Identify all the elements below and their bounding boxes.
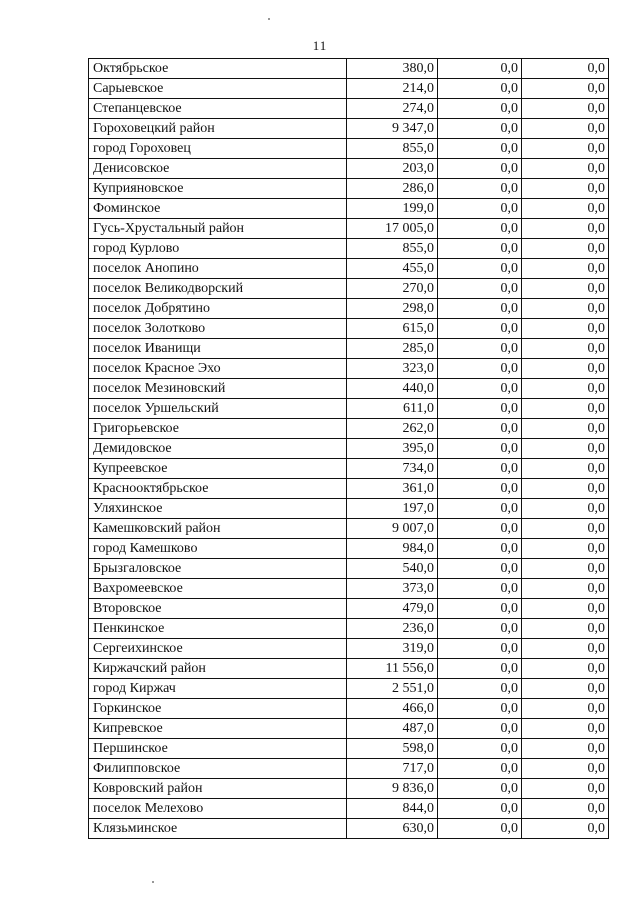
name-cell: Григорьевское [89,419,347,439]
table-row [89,479,609,499]
value-cell: 395,0 [347,439,438,459]
value-cell: 0,0 [438,819,522,839]
value-cell: 0,0 [522,759,609,779]
value-cell: 466,0 [347,699,438,719]
name-cell: Горкинское [89,699,347,719]
value-cell: 0,0 [438,399,522,419]
value-cell: 855,0 [347,139,438,159]
value-cell: 17 005,0 [347,219,438,239]
table-row [89,459,609,479]
name-cell: Куприяновское [89,179,347,199]
table-row [89,439,609,459]
table-row [89,59,609,79]
table-row [89,119,609,139]
value-cell: 0,0 [522,179,609,199]
value-cell: 0,0 [522,59,609,79]
name-cell: Першинское [89,739,347,759]
value-cell: 611,0 [347,399,438,419]
name-cell: Гусь-Хрустальный район [89,219,347,239]
value-cell: 844,0 [347,799,438,819]
table-row [89,299,609,319]
value-cell: 615,0 [347,319,438,339]
value-cell: 0,0 [438,439,522,459]
table-row [89,719,609,739]
value-cell: 0,0 [438,279,522,299]
value-cell: 298,0 [347,299,438,319]
table-row [89,739,609,759]
value-cell: 0,0 [522,339,609,359]
value-cell: 361,0 [347,479,438,499]
table-row [89,759,609,779]
value-cell: 0,0 [438,339,522,359]
value-cell: 0,0 [522,319,609,339]
value-cell: 0,0 [522,259,609,279]
name-cell: поселок Добрятино [89,299,347,319]
value-cell: 0,0 [438,679,522,699]
name-cell: Пенкинское [89,619,347,639]
value-cell: 0,0 [438,519,522,539]
value-cell: 0,0 [438,179,522,199]
value-cell: 0,0 [438,579,522,599]
value-cell: 0,0 [522,239,609,259]
name-cell: Филипповское [89,759,347,779]
table-row [89,199,609,219]
table-row [89,239,609,259]
value-cell: 479,0 [347,599,438,619]
value-cell: 0,0 [438,299,522,319]
table-row [89,99,609,119]
value-cell: 0,0 [438,639,522,659]
value-cell: 0,0 [522,219,609,239]
value-cell: 0,0 [522,699,609,719]
table-row [89,619,609,639]
value-cell: 0,0 [522,439,609,459]
value-cell: 0,0 [438,219,522,239]
name-cell: Кипревское [89,719,347,739]
table-row [89,179,609,199]
name-cell: Сергеихинское [89,639,347,659]
value-cell: 984,0 [347,539,438,559]
value-cell: 0,0 [438,199,522,219]
table-body [89,59,609,839]
name-cell: поселок Иванищи [89,339,347,359]
name-cell: поселок Великодворский [89,279,347,299]
name-cell: Фоминское [89,199,347,219]
table-row [89,339,609,359]
table-row [89,219,609,239]
name-cell: Краснооктябрьское [89,479,347,499]
value-cell: 0,0 [522,479,609,499]
name-cell: поселок Анопино [89,259,347,279]
value-cell: 0,0 [522,739,609,759]
table-row [89,819,609,839]
value-cell: 0,0 [522,79,609,99]
table-row [89,279,609,299]
name-cell: Степанцевское [89,99,347,119]
value-cell: 0,0 [438,59,522,79]
table-row [89,359,609,379]
value-cell: 0,0 [522,139,609,159]
table-row [89,259,609,279]
name-cell: поселок Мезиновский [89,379,347,399]
value-cell: 0,0 [438,499,522,519]
name-cell: город Камешково [89,539,347,559]
table-row [89,659,609,679]
value-cell: 0,0 [438,319,522,339]
table-row [89,599,609,619]
value-cell: 0,0 [522,299,609,319]
value-cell: 0,0 [438,479,522,499]
value-cell: 9 836,0 [347,779,438,799]
value-cell: 286,0 [347,179,438,199]
table-row [89,159,609,179]
value-cell: 0,0 [522,119,609,139]
scan-speck [268,18,270,20]
value-cell: 0,0 [522,199,609,219]
name-cell: город Киржач [89,679,347,699]
value-cell: 0,0 [438,419,522,439]
value-cell: 598,0 [347,739,438,759]
value-cell: 214,0 [347,79,438,99]
name-cell: Второвское [89,599,347,619]
value-cell: 0,0 [522,679,609,699]
value-cell: 0,0 [522,539,609,559]
value-cell: 0,0 [522,719,609,739]
value-cell: 0,0 [438,779,522,799]
value-cell: 11 556,0 [347,659,438,679]
name-cell: Киржачский район [89,659,347,679]
value-cell: 0,0 [438,159,522,179]
value-cell: 0,0 [522,779,609,799]
value-cell: 203,0 [347,159,438,179]
value-cell: 0,0 [438,699,522,719]
value-cell: 0,0 [522,499,609,519]
value-cell: 540,0 [347,559,438,579]
value-cell: 0,0 [438,239,522,259]
value-cell: 0,0 [438,559,522,579]
value-cell: 0,0 [522,619,609,639]
value-cell: 0,0 [438,619,522,639]
value-cell: 0,0 [438,359,522,379]
table-row [89,319,609,339]
value-cell: 0,0 [438,739,522,759]
name-cell: Гороховецкий район [89,119,347,139]
value-cell: 0,0 [522,519,609,539]
data-table [88,58,609,839]
name-cell: Уляхинское [89,499,347,519]
value-cell: 440,0 [347,379,438,399]
value-cell: 0,0 [522,379,609,399]
name-cell: Брызгаловское [89,559,347,579]
table-row [89,539,609,559]
name-cell: Камешковский район [89,519,347,539]
value-cell: 0,0 [522,819,609,839]
name-cell: Вахромеевское [89,579,347,599]
page-number: 11 [312,38,328,53]
name-cell: Денисовское [89,159,347,179]
table-row [89,579,609,599]
table-row [89,639,609,659]
value-cell: 0,0 [522,399,609,419]
table-row [89,419,609,439]
value-cell: 734,0 [347,459,438,479]
value-cell: 0,0 [438,759,522,779]
scan-speck [152,881,154,883]
value-cell: 717,0 [347,759,438,779]
name-cell: Купреевское [89,459,347,479]
value-cell: 0,0 [438,119,522,139]
value-cell: 0,0 [522,559,609,579]
value-cell: 373,0 [347,579,438,599]
table-row [89,699,609,719]
value-cell: 0,0 [438,259,522,279]
name-cell: Клязьминское [89,819,347,839]
value-cell: 270,0 [347,279,438,299]
value-cell: 0,0 [438,539,522,559]
table-row [89,779,609,799]
table-row [89,559,609,579]
value-cell: 2 551,0 [347,679,438,699]
name-cell: Ковровский район [89,779,347,799]
value-cell: 285,0 [347,339,438,359]
name-cell: поселок Уршельский [89,399,347,419]
value-cell: 0,0 [522,419,609,439]
value-cell: 0,0 [522,659,609,679]
table-row [89,679,609,699]
table-row [89,519,609,539]
table-row [89,399,609,419]
value-cell: 0,0 [522,599,609,619]
value-cell: 0,0 [522,799,609,819]
name-cell: поселок Красное Эхо [89,359,347,379]
value-cell: 262,0 [347,419,438,439]
value-cell: 455,0 [347,259,438,279]
value-cell: 323,0 [347,359,438,379]
value-cell: 0,0 [522,359,609,379]
value-cell: 319,0 [347,639,438,659]
value-cell: 0,0 [522,639,609,659]
value-cell: 0,0 [438,99,522,119]
name-cell: поселок Золотково [89,319,347,339]
value-cell: 0,0 [522,459,609,479]
value-cell: 0,0 [438,459,522,479]
value-cell: 274,0 [347,99,438,119]
value-cell: 630,0 [347,819,438,839]
table-row [89,799,609,819]
name-cell: Демидовское [89,439,347,459]
value-cell: 0,0 [438,379,522,399]
value-cell: 0,0 [522,579,609,599]
value-cell: 9 347,0 [347,119,438,139]
value-cell: 0,0 [438,659,522,679]
value-cell: 0,0 [522,99,609,119]
name-cell: Октябрьское [89,59,347,79]
value-cell: 236,0 [347,619,438,639]
value-cell: 0,0 [438,599,522,619]
value-cell: 0,0 [522,159,609,179]
table-row [89,79,609,99]
name-cell: поселок Мелехово [89,799,347,819]
table-row [89,139,609,159]
table-row [89,379,609,399]
value-cell: 197,0 [347,499,438,519]
value-cell: 0,0 [438,79,522,99]
value-cell: 0,0 [438,139,522,159]
name-cell: город Гороховец [89,139,347,159]
value-cell: 0,0 [438,719,522,739]
table-row [89,499,609,519]
value-cell: 9 007,0 [347,519,438,539]
value-cell: 855,0 [347,239,438,259]
value-cell: 0,0 [522,279,609,299]
name-cell: город Курлово [89,239,347,259]
value-cell: 199,0 [347,199,438,219]
value-cell: 380,0 [347,59,438,79]
value-cell: 0,0 [438,799,522,819]
value-cell: 487,0 [347,719,438,739]
name-cell: Сарыевское [89,79,347,99]
